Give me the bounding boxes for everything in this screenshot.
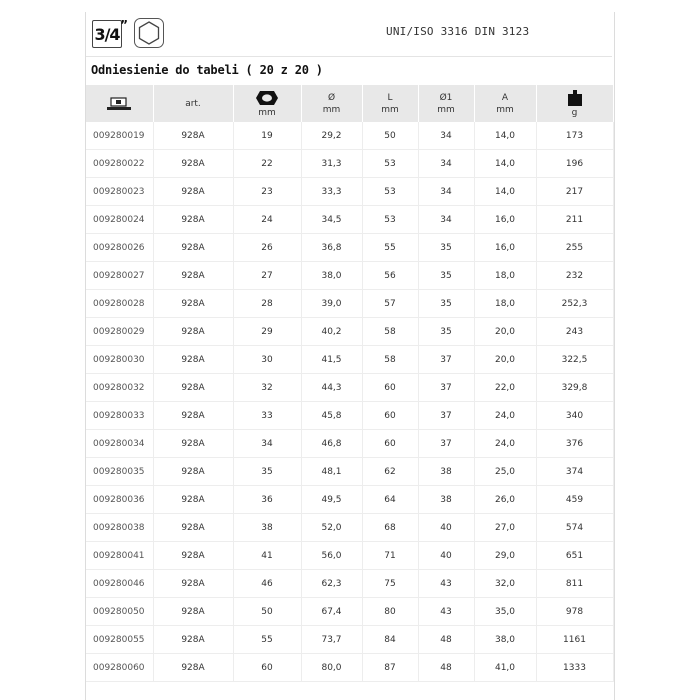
product-header (86, 14, 612, 50)
cell-art: 928A (153, 262, 233, 290)
cell-a: 35,0 (474, 598, 536, 626)
table-row[interactable] (86, 430, 613, 458)
cell-art: 928A (153, 346, 233, 374)
cell-code: 009280046 (86, 570, 153, 598)
specification-table (86, 85, 614, 682)
cell-diameter: 33,3 (301, 178, 362, 206)
cell-code: 009280022 (86, 150, 153, 178)
cell-art: 928A (153, 178, 233, 206)
table-row[interactable] (86, 458, 613, 486)
cell-a: 14,0 (474, 178, 536, 206)
table-row[interactable] (86, 122, 613, 150)
cell-diameter1: 40 (418, 514, 474, 542)
cell-length: 71 (362, 542, 418, 570)
cell-art: 928A (153, 598, 233, 626)
header-art (153, 85, 233, 122)
cell-length: 62 (362, 458, 418, 486)
cell-a: 32,0 (474, 570, 536, 598)
cell-art: 928A (153, 430, 233, 458)
cell-length: 55 (362, 234, 418, 262)
cell-art: 928A (153, 514, 233, 542)
cell-length: 60 (362, 402, 418, 430)
cell-art: 928A (153, 206, 233, 234)
drive-size-inch-mark: ” (120, 18, 128, 32)
cell-code: 009280026 (86, 234, 153, 262)
cell-weight: 340 (536, 402, 613, 430)
table-header-row (86, 85, 613, 122)
cell-weight: 978 (536, 598, 613, 626)
header-weight (536, 85, 613, 122)
cell-weight: 374 (536, 458, 613, 486)
cell-diameter1: 37 (418, 402, 474, 430)
cell-a: 24,0 (474, 402, 536, 430)
cell-code: 009280030 (86, 346, 153, 374)
header-code (86, 85, 153, 122)
cell-art: 928A (153, 542, 233, 570)
table-row[interactable] (86, 150, 613, 178)
cell-diameter: 73,7 (301, 626, 362, 654)
table-row[interactable] (86, 570, 613, 598)
cell-weight: 211 (536, 206, 613, 234)
header-diameter1 (418, 85, 474, 122)
cell-code: 009280035 (86, 458, 153, 486)
cell-diameter1: 35 (418, 290, 474, 318)
cell-size: 28 (233, 290, 301, 318)
cell-length: 84 (362, 626, 418, 654)
cell-size: 32 (233, 374, 301, 402)
cell-size: 26 (233, 234, 301, 262)
table-row[interactable] (86, 626, 613, 654)
cell-weight: 329,8 (536, 374, 613, 402)
cell-diameter1: 35 (418, 262, 474, 290)
cell-diameter1: 48 (418, 626, 474, 654)
cell-length: 53 (362, 150, 418, 178)
cell-size: 33 (233, 402, 301, 430)
cell-art: 928A (153, 570, 233, 598)
standard-label: UNI/ISO 3316 DIN 3123 (386, 25, 530, 38)
cell-size: 19 (233, 122, 301, 150)
cell-size: 29 (233, 318, 301, 346)
header-a (474, 85, 536, 122)
cell-size: 38 (233, 514, 301, 542)
cell-diameter1: 38 (418, 486, 474, 514)
cell-length: 64 (362, 486, 418, 514)
table-row[interactable] (86, 318, 613, 346)
cell-diameter: 41,5 (301, 346, 362, 374)
cell-weight: 811 (536, 570, 613, 598)
header-diameter1-unit: mm (437, 104, 455, 115)
cell-diameter1: 37 (418, 374, 474, 402)
cell-size: 41 (233, 542, 301, 570)
cell-code: 009280023 (86, 178, 153, 206)
cell-a: 16,0 (474, 206, 536, 234)
cell-length: 50 (362, 122, 418, 150)
header-length-label: L (387, 92, 393, 103)
cell-a: 14,0 (474, 150, 536, 178)
cell-a: 18,0 (474, 262, 536, 290)
cell-size: 55 (233, 626, 301, 654)
table-row[interactable] (86, 290, 613, 318)
cell-weight: 196 (536, 150, 613, 178)
cell-diameter: 46,8 (301, 430, 362, 458)
cell-art: 928A (153, 458, 233, 486)
cell-length: 60 (362, 430, 418, 458)
header-length (362, 85, 418, 122)
cell-code: 009280033 (86, 402, 153, 430)
cell-diameter1: 34 (418, 206, 474, 234)
cell-length: 56 (362, 262, 418, 290)
cell-code: 009280032 (86, 374, 153, 402)
cell-code: 009280029 (86, 318, 153, 346)
cell-length: 58 (362, 318, 418, 346)
table-row[interactable] (86, 402, 613, 430)
cell-diameter: 39,0 (301, 290, 362, 318)
cell-diameter: 80,0 (301, 654, 362, 682)
cell-size: 27 (233, 262, 301, 290)
cell-diameter: 48,1 (301, 458, 362, 486)
cell-diameter: 45,8 (301, 402, 362, 430)
cell-size: 36 (233, 486, 301, 514)
cell-weight: 574 (536, 514, 613, 542)
table-row[interactable] (86, 514, 613, 542)
cell-weight: 243 (536, 318, 613, 346)
cell-diameter: 36,8 (301, 234, 362, 262)
header-diameter-label: Ø (327, 92, 336, 103)
cell-weight: 376 (536, 430, 613, 458)
cell-diameter: 29,2 (301, 122, 362, 150)
cell-a: 38,0 (474, 626, 536, 654)
cell-diameter1: 34 (418, 150, 474, 178)
cell-size: 46 (233, 570, 301, 598)
cell-diameter1: 34 (418, 122, 474, 150)
cell-a: 29,0 (474, 542, 536, 570)
table-row[interactable] (86, 178, 613, 206)
cell-size: 23 (233, 178, 301, 206)
cell-weight: 217 (536, 178, 613, 206)
cell-size: 24 (233, 206, 301, 234)
cell-a: 41,0 (474, 654, 536, 682)
header-a-label: A (501, 92, 509, 103)
header-length-unit: mm (381, 104, 399, 115)
cell-art: 928A (153, 234, 233, 262)
cell-length: 80 (362, 598, 418, 626)
table-row[interactable] (86, 262, 613, 290)
weight-icon (567, 89, 583, 107)
cell-code: 009280041 (86, 542, 153, 570)
cell-a: 24,0 (474, 430, 536, 458)
cell-art: 928A (153, 122, 233, 150)
cell-a: 25,0 (474, 458, 536, 486)
cell-art: 928A (153, 486, 233, 514)
cell-diameter: 44,3 (301, 374, 362, 402)
cell-a: 20,0 (474, 346, 536, 374)
cell-diameter: 38,0 (301, 262, 362, 290)
header-weight-unit: g (571, 107, 578, 118)
header-diameter-unit: mm (322, 104, 341, 115)
cell-diameter: 34,5 (301, 206, 362, 234)
cell-diameter: 67,4 (301, 598, 362, 626)
header-divider (86, 56, 612, 57)
cell-code: 009280034 (86, 430, 153, 458)
cell-diameter1: 40 (418, 542, 474, 570)
product-code-icon (106, 97, 132, 111)
cell-weight: 252,3 (536, 290, 613, 318)
table-row[interactable] (86, 654, 613, 682)
cell-art: 928A (153, 318, 233, 346)
cell-a: 27,0 (474, 514, 536, 542)
cell-length: 53 (362, 206, 418, 234)
cell-size: 35 (233, 458, 301, 486)
cell-code: 009280038 (86, 514, 153, 542)
cell-a: 14,0 (474, 122, 536, 150)
cell-length: 60 (362, 374, 418, 402)
cell-art: 928A (153, 654, 233, 682)
cell-diameter1: 37 (418, 346, 474, 374)
cell-length: 57 (362, 290, 418, 318)
header-diameter1-label: Ø1 (439, 92, 453, 103)
cell-diameter: 49,5 (301, 486, 362, 514)
cell-length: 58 (362, 346, 418, 374)
table-row[interactable] (86, 374, 613, 402)
cell-art: 928A (153, 290, 233, 318)
cell-weight: 1333 (536, 654, 613, 682)
cell-length: 87 (362, 654, 418, 682)
cell-size: 50 (233, 598, 301, 626)
drive-size-label: 3/4 (94, 24, 120, 44)
cell-diameter: 62,3 (301, 570, 362, 598)
cell-diameter1: 38 (418, 458, 474, 486)
table-row[interactable] (86, 542, 613, 570)
header-art-label: art. (185, 98, 201, 109)
cell-diameter: 52,0 (301, 514, 362, 542)
cell-diameter1: 34 (418, 178, 474, 206)
cell-weight: 173 (536, 122, 613, 150)
cell-art: 928A (153, 626, 233, 654)
cell-diameter1: 43 (418, 570, 474, 598)
hex-nut-icon (254, 89, 280, 107)
cell-size: 60 (233, 654, 301, 682)
cell-size: 22 (233, 150, 301, 178)
cell-weight: 232 (536, 262, 613, 290)
cell-a: 16,0 (474, 234, 536, 262)
cell-weight: 255 (536, 234, 613, 262)
cell-a: 26,0 (474, 486, 536, 514)
cell-size: 34 (233, 430, 301, 458)
cell-length: 68 (362, 514, 418, 542)
cell-diameter1: 35 (418, 318, 474, 346)
cell-diameter1: 43 (418, 598, 474, 626)
cell-code: 009280028 (86, 290, 153, 318)
table-row[interactable] (86, 346, 613, 374)
cell-art: 928A (153, 374, 233, 402)
cell-diameter: 31,3 (301, 150, 362, 178)
cell-diameter: 56,0 (301, 542, 362, 570)
cell-weight: 1161 (536, 626, 613, 654)
header-a-unit: mm (496, 104, 514, 115)
table-body (86, 122, 613, 682)
table-row[interactable] (86, 486, 613, 514)
cell-weight: 651 (536, 542, 613, 570)
cell-weight: 322,5 (536, 346, 613, 374)
header-size (233, 85, 301, 122)
cell-code: 009280027 (86, 262, 153, 290)
cell-length: 75 (362, 570, 418, 598)
header-size-unit: mm (258, 107, 276, 118)
cell-length: 53 (362, 178, 418, 206)
cell-code: 009280050 (86, 598, 153, 626)
cell-diameter1: 35 (418, 234, 474, 262)
cell-diameter1: 48 (418, 654, 474, 682)
cell-code: 009280036 (86, 486, 153, 514)
cell-code: 009280024 (86, 206, 153, 234)
cell-art: 928A (153, 402, 233, 430)
drive-size-badge (92, 18, 128, 48)
cell-weight: 459 (536, 486, 613, 514)
table-heading: Odniesienie do tabeli ( 20 z 20 ) (91, 63, 323, 77)
header-diameter (301, 85, 362, 122)
cell-code: 009280019 (86, 122, 153, 150)
cell-diameter1: 37 (418, 430, 474, 458)
cell-a: 22,0 (474, 374, 536, 402)
table-row[interactable] (86, 598, 613, 626)
table-row[interactable] (86, 234, 613, 262)
cell-code: 009280060 (86, 654, 153, 682)
hexagon-socket-icon (134, 18, 164, 48)
cell-a: 20,0 (474, 318, 536, 346)
cell-art: 928A (153, 150, 233, 178)
cell-code: 009280055 (86, 626, 153, 654)
cell-size: 30 (233, 346, 301, 374)
cell-diameter: 40,2 (301, 318, 362, 346)
table-row[interactable] (86, 206, 613, 234)
cell-a: 18,0 (474, 290, 536, 318)
